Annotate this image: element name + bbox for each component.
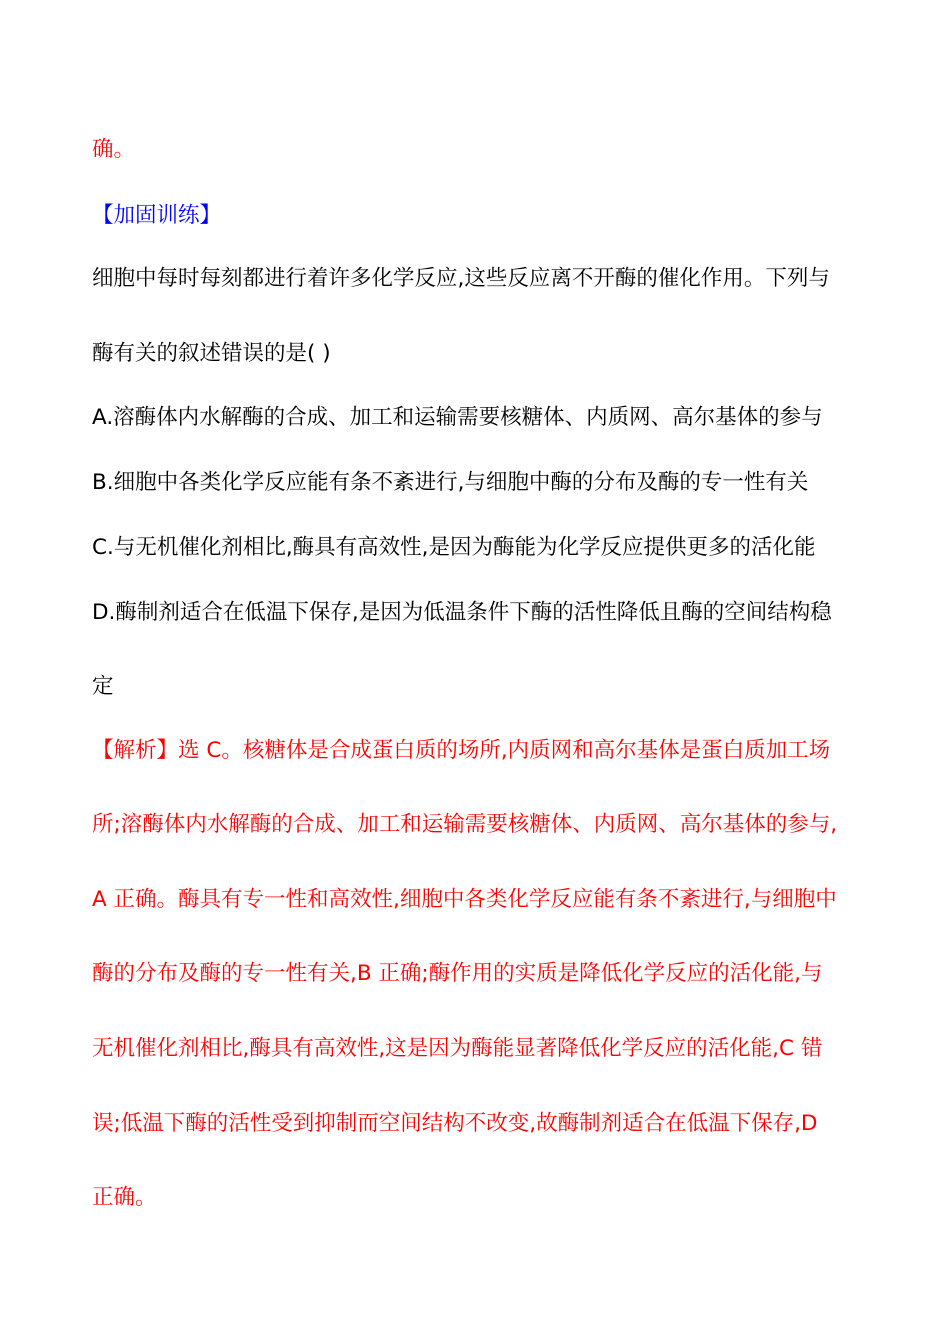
analysis-line-4: 酶的分布及酶的专一性有关,B 正确;酶作用的实质是降低化学反应的活化能,与 [92,961,823,986]
analysis-line-1: 【解析】选 C。核糖体是合成蛋白质的场所,内质网和高尔基体是蛋白质加工场 [92,738,831,763]
section-heading: 【加固训练】 [92,203,222,228]
analysis-line-5: 无机催化剂相比,酶具有高效性,这是因为酶能显著降低化学反应的活化能,C 错 [92,1036,823,1061]
analysis-line-6: 误;低温下酶的活性受到抑制而空间结构不改变,故酶制剂适合在低温下保存,D [92,1111,818,1136]
option-d-line-1: D.酶制剂适合在低温下保存,是因为低温条件下酶的活性降低且酶的空间结构稳 [92,600,832,625]
option-a: A.溶酶体内水解酶的合成、加工和运输需要核糖体、内质网、高尔基体的参与 [92,405,823,430]
analysis-line-2: 所;溶酶体内水解酶的合成、加工和运输需要核糖体、内质网、高尔基体的参与, [92,812,838,837]
option-c: C.与无机催化剂相比,酶具有高效性,是因为酶能为化学反应提供更多的活化能 [92,535,816,560]
option-d-line-2: 定 [92,674,114,699]
question-stem-line-1: 细胞中每时每刻都进行着许多化学反应,这些反应离不开酶的催化作用。下列与 [92,266,830,291]
option-b: B.细胞中各类化学反应能有条不紊进行,与细胞中酶的分布及酶的专一性有关 [92,470,809,495]
analysis-line-7: 正确。 [92,1185,157,1210]
question-stem-line-2: 酶有关的叙述错误的是( ) [92,341,331,366]
previous-answer-tail: 确。 [92,137,136,162]
analysis-line-3: A 正确。酶具有专一性和高效性,细胞中各类化学反应能有条不紊进行,与细胞中 [92,887,837,912]
